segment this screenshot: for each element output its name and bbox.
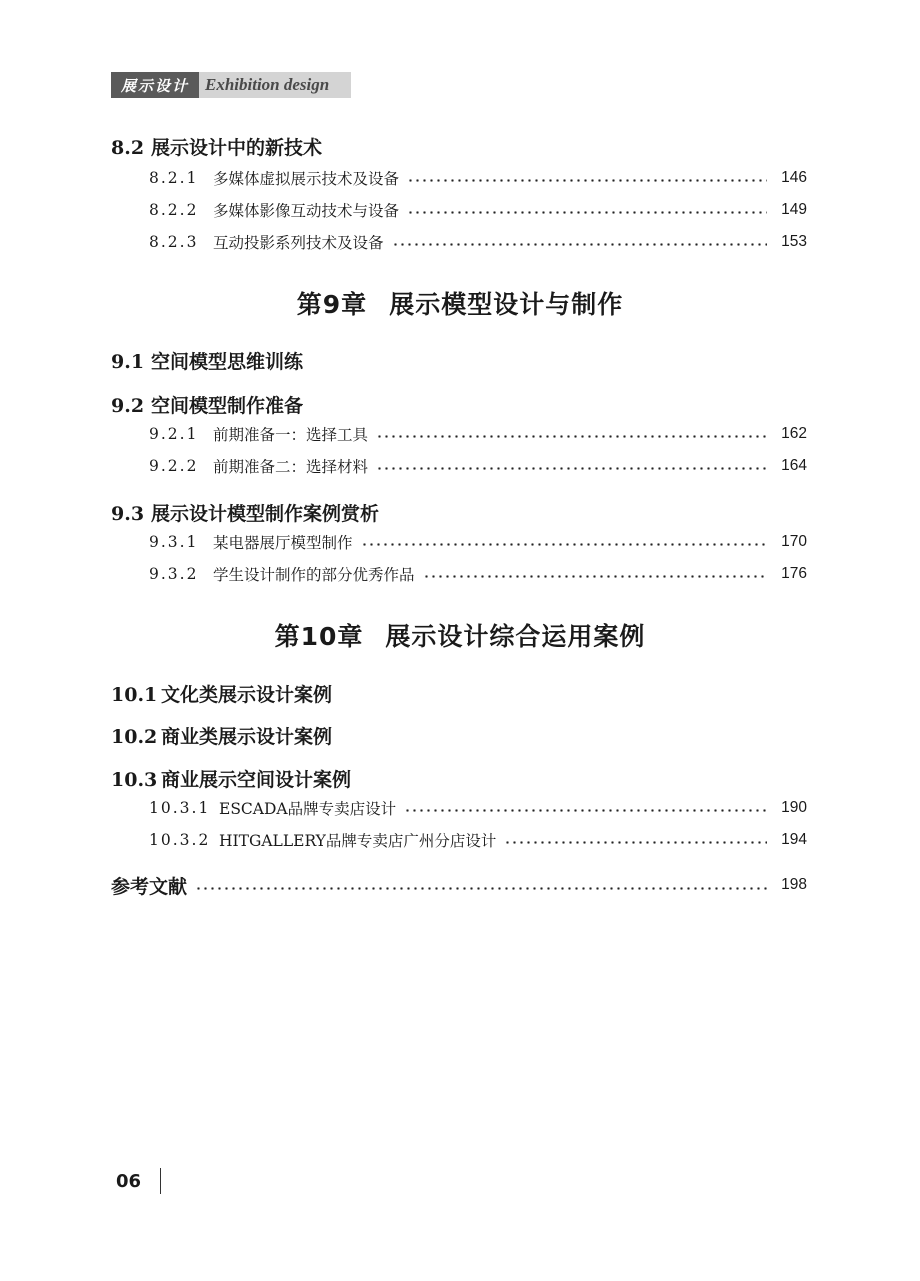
section-number: 9.3: [111, 503, 145, 525]
dot-leader: [423, 575, 767, 578]
section-heading-8-2[interactable]: [111, 133, 920, 160]
section-number: 9.2: [111, 395, 145, 417]
section-heading-9-1[interactable]: [111, 347, 920, 374]
entry-number: 8.2.2: [149, 201, 199, 219]
chapter-heading-10[interactable]: [0, 617, 920, 653]
entry-number: 9.3.2: [149, 565, 199, 583]
entry-page: 153: [781, 233, 807, 250]
entry-number: 9.3.1: [149, 533, 199, 551]
toc-entry-9-2-2[interactable]: [149, 454, 807, 478]
entry-page: 164: [781, 457, 807, 474]
dot-leader: [195, 887, 767, 890]
chapter-heading-9[interactable]: [0, 285, 920, 321]
section-heading-10-3[interactable]: [111, 765, 920, 792]
dot-leader: [407, 211, 767, 214]
section-number: 10.3: [111, 769, 158, 791]
dot-leader: [361, 543, 767, 546]
section-number: 10.1: [111, 684, 158, 706]
references-title: 参考文献: [111, 875, 188, 898]
chapter-title: 展示设计综合运用案例: [385, 622, 646, 651]
entry-number: 9.2.2: [149, 457, 199, 475]
entry-page: 162: [781, 425, 807, 442]
references-page: 198: [781, 876, 807, 893]
entry-page: 149: [781, 201, 807, 218]
toc-entry-8-2-3[interactable]: [149, 230, 807, 254]
entry-page: 176: [781, 565, 807, 582]
toc-entry-10-3-1[interactable]: [149, 796, 807, 820]
toc-entry-9-3-1[interactable]: [149, 530, 807, 554]
toc-entry-8-2-2[interactable]: [149, 198, 807, 222]
dot-leader: [376, 467, 767, 470]
entry-title: HITGALLERY品牌专卖店广州分店设计: [219, 832, 497, 850]
header-english-title: Exhibition design: [199, 72, 351, 98]
section-title: 空间模型制作准备: [151, 395, 304, 417]
section-number: 8.2: [111, 137, 145, 159]
section-heading-9-2[interactable]: [111, 391, 920, 418]
entry-page: 146: [781, 169, 807, 186]
section-title: 空间模型思维训练: [151, 351, 304, 373]
dot-leader: [376, 435, 767, 438]
dot-leader: [407, 179, 767, 182]
section-number: 9.1: [111, 351, 145, 373]
chapter-number: 第9章: [296, 290, 368, 319]
entry-page: 194: [781, 831, 807, 848]
toc-entry-10-3-2[interactable]: [149, 828, 807, 852]
entry-number: 10.3.1: [149, 799, 211, 817]
page-number-divider: [160, 1168, 161, 1194]
entry-title: 前期准备一：选择工具: [213, 426, 369, 444]
section-title: 商业展示空间设计案例: [161, 769, 352, 791]
running-header: [111, 72, 351, 98]
section-heading-9-3[interactable]: [111, 499, 920, 526]
entry-title: 前期准备二：选择材料: [213, 458, 369, 476]
entry-title: 某电器展厅模型制作: [213, 534, 353, 552]
dot-leader: [504, 841, 767, 844]
toc-entry-8-2-1[interactable]: [149, 166, 807, 190]
dot-leader: [404, 809, 767, 812]
section-heading-10-1[interactable]: [111, 680, 920, 707]
entry-number: 9.2.1: [149, 425, 199, 443]
header-chinese-title: 展示设计: [111, 72, 199, 98]
entry-title: 互动投影系列技术及设备: [213, 234, 384, 252]
entry-title: 多媒体影像互动技术与设备: [213, 202, 400, 220]
toc-entry-9-2-1[interactable]: [149, 422, 807, 446]
chapter-title: 展示模型设计与制作: [389, 290, 624, 319]
section-title: 展示设计模型制作案例赏析: [151, 503, 380, 525]
section-number: 10.2: [111, 726, 158, 748]
entry-page: 170: [781, 533, 807, 550]
page-number: 06: [116, 1171, 142, 1192]
entry-number: 8.2.1: [149, 169, 199, 187]
section-heading-10-2[interactable]: [111, 722, 920, 749]
entry-page: 190: [781, 799, 807, 816]
entry-number: 8.2.3: [149, 233, 199, 251]
entry-title: 学生设计制作的部分优秀作品: [213, 566, 415, 584]
section-title: 商业类展示设计案例: [161, 726, 333, 748]
toc-entry-9-3-2[interactable]: [149, 562, 807, 586]
entry-title: ESCADA品牌专卖店设计: [219, 800, 397, 818]
toc-entry-references[interactable]: [111, 872, 807, 898]
dot-leader: [392, 243, 767, 246]
entry-title: 多媒体虚拟展示技术及设备: [213, 170, 400, 188]
entry-number: 10.3.2: [149, 831, 211, 849]
section-title: 文化类展示设计案例: [161, 684, 333, 706]
section-title: 展示设计中的新技术: [151, 137, 323, 159]
chapter-number: 第10章: [274, 622, 364, 651]
